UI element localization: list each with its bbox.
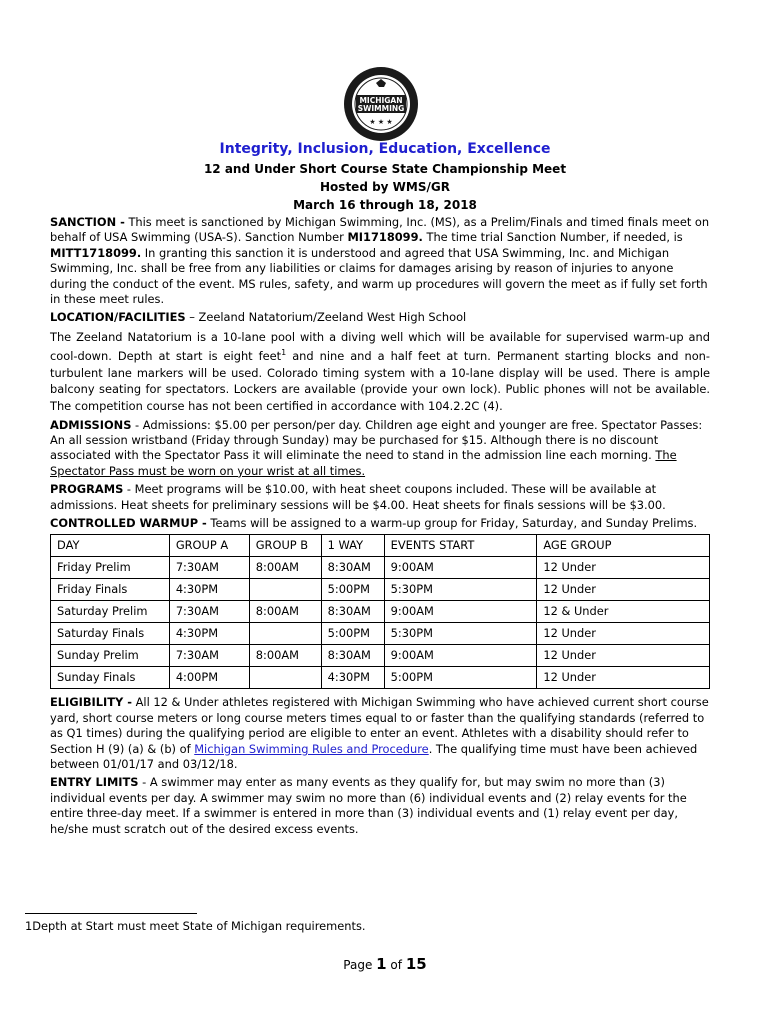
michigan-swimming-logo (343, 66, 419, 142)
location-text: – Zeeland Natatorium/Zeeland West High School (185, 310, 467, 325)
table-row (51, 645, 710, 667)
table-cell: 4:30PM (169, 623, 249, 645)
table-cell: Friday Finals (51, 579, 170, 601)
location-label: LOCATION/FACILITIES (50, 310, 186, 325)
entry-limits-text: - A swimmer may enter as many events as they qualify for, but may swim no more than (3) individual events per day. A swimmer may swim no more than (6) individual events and (2) relay events for the entire three-day meet. If a swimmer is entered in more than (3) individual events and (1) relay event per day, he/she must scratch out of the desired excess events. (50, 775, 687, 836)
programs-section (50, 482, 710, 513)
table-cell: 9:00AM (384, 557, 537, 579)
sanction-text-1: This meet is sanctioned by Michigan Swimming, Inc. (MS), as a Prelim/Finals and timed finals meet on behalf of USA Swimming (USA-S). Sanction Number (50, 215, 710, 245)
admissions-section (50, 418, 710, 480)
table-cell: 12 Under (537, 623, 710, 645)
footnote-divider (25, 913, 197, 914)
table-cell: 8:00AM (249, 557, 321, 579)
document-body (50, 215, 710, 840)
table-cell: 9:00AM (384, 601, 537, 623)
table-cell: 7:30AM (169, 601, 249, 623)
sanction-text-2: The time trial Sanction Number, if needed, is (422, 230, 683, 245)
location-desc-1: The Zeeland Natatorium is a 10-lane pool with a diving well which will be available for supervised warm-up and cool-down. Depth at start is eight feet (50, 329, 710, 364)
table-header-cell: AGE GROUP (537, 535, 710, 557)
table-header-cell: EVENTS START (384, 535, 537, 557)
location-heading (50, 310, 710, 325)
table-cell: 9:00AM (384, 645, 537, 667)
page-current: 1 (376, 955, 387, 973)
warmup-section (50, 516, 710, 531)
table-cell: 12 & Under (537, 601, 710, 623)
logo-text-line2: SWIMMING (357, 104, 405, 113)
table-row (51, 579, 710, 601)
page-total: 15 (405, 955, 427, 973)
meet-dates: March 16 through 18, 2018 (293, 198, 477, 212)
rules-procedure-link[interactable]: Michigan Swimming Rules and Procedure (194, 741, 429, 756)
logo-stars: ★ ★ ★ (369, 118, 393, 126)
warmup-label: CONTROLLED WARMUP - (50, 516, 207, 531)
eligibility-text-1: All 12 & Under athletes registered with Michigan Swimming who have achieved current short course yard, short course meters or long course meters times equal to or faster than the qualifying standards (referred to as Q1 times) during the qualifying period are eligible to enter an event. Athletes with a disability should refer to Section H (9) (a) & (b) of (50, 695, 709, 756)
entry-limits-section (50, 775, 710, 837)
sanction-text-3: In granting this sanction it is understood and agreed that USA Swimming, Inc. and Michigan Swimming, Inc. shall be free from any liabilities or claims for damages arising by reason of injuries to anyone during the conduct of the event. MS rules, safety, and warm up procedures will govern the meet as if fully set forth in these meet rules. (50, 245, 708, 307)
table-cell: 5:30PM (384, 623, 537, 645)
table-cell: 4:00PM (169, 667, 249, 689)
table-cell: 5:00PM (321, 579, 384, 601)
table-cell: 4:30PM (169, 579, 249, 601)
location-description (50, 329, 710, 415)
page-number (0, 955, 770, 973)
table-cell: 5:00PM (321, 623, 384, 645)
eligibility-label: ELIGIBILITY - (50, 695, 132, 710)
table-cell: 4:30PM (321, 667, 384, 689)
table-row (51, 601, 710, 623)
eligibility-text-2: . The qualifying time must have been achieved between 01/01/17 and 03/12/18. (50, 741, 698, 772)
table-cell: 7:30AM (169, 557, 249, 579)
table-cell: 12 Under (537, 579, 710, 601)
table-cell: Saturday Finals (51, 623, 170, 645)
warmup-table (50, 534, 710, 689)
footnote-ref: 1 (281, 348, 287, 358)
table-header-row (51, 535, 710, 557)
page-of: of (386, 958, 406, 972)
table-header-cell: GROUP A (169, 535, 249, 557)
footnote: 1Depth at Start must meet State of Michigan requirements. (25, 919, 366, 933)
eligibility-section (50, 695, 710, 772)
programs-label: PROGRAMS (50, 482, 124, 497)
sanction-section (50, 215, 710, 307)
table-cell: Saturday Prelim (51, 601, 170, 623)
table-cell: 8:00AM (249, 601, 321, 623)
page-prefix: Page (343, 958, 377, 972)
table-row (51, 667, 710, 689)
table-cell: Sunday Finals (51, 667, 170, 689)
table-cell: 8:30AM (321, 557, 384, 579)
table-cell: 12 Under (537, 557, 710, 579)
warmup-text: Teams will be assigned to a warm-up group for Friday, Saturday, and Sunday Prelims. (206, 516, 698, 531)
table-cell: 5:30PM (384, 579, 537, 601)
meet-title: 12 and Under Short Course State Championship Meet (203, 162, 567, 176)
programs-text: - Meet programs will be $10.00, with heat sheet coupons included. These will be available at admissions. Heat sheets for preliminary sessions will be $4.00. Heat sheets for finals sessions will be $3.00. (50, 482, 666, 512)
table-cell: 7:30AM (169, 645, 249, 667)
table-cell: 12 Under (537, 645, 710, 667)
table-cell: Friday Prelim (51, 557, 170, 579)
table-cell: 12 Under (537, 667, 710, 689)
table-cell: 8:30AM (321, 645, 384, 667)
table-header-cell: DAY (51, 535, 170, 557)
location-desc-2: and nine and a half feet at turn. Permanent starting blocks and non-turbulent lane markers will be used. Colorado timing system with a 10-lane display will be used. There is ample balcony seating for spectators. Lockers are available (provide your own lock). Public phones will not be available. The competition course has not been certified in accordance with 104.2.2C (4). (50, 349, 710, 414)
admissions-label: ADMISSIONS (50, 417, 132, 432)
time-trial-sanction-number: MITT1718099. (50, 245, 142, 260)
table-row (51, 557, 710, 579)
table-cell (249, 623, 321, 645)
table-cell: Sunday Prelim (51, 645, 170, 667)
sanction-label: SANCTION - (50, 215, 125, 229)
table-cell: 5:00PM (384, 667, 537, 689)
table-cell (249, 667, 321, 689)
logo-text-line1: MICHIGAN (359, 96, 403, 105)
table-cell (249, 579, 321, 601)
entry-limits-label: ENTRY LIMITS (50, 775, 139, 790)
meet-host: Hosted by WMS/GR (320, 180, 450, 194)
table-header-cell: GROUP B (249, 535, 321, 557)
table-cell: 8:30AM (321, 601, 384, 623)
admissions-text: - Admissions: $5.00 per person/per day. Children age eight and younger are free. Spectator Passes: An all session wristband (Friday through Sunday) may be purchased for $15. Although there is no discount associated with the Spectator Pass it will eliminate the need to stand in the admission line each morning. (50, 417, 703, 463)
motto: Integrity, Inclusion, Education, Excellence (219, 141, 551, 157)
table-row (51, 623, 710, 645)
spectator-pass-note: The Spectator Pass must be worn on your wrist at all times. (50, 448, 677, 478)
sanction-number: MI1718099. (347, 230, 423, 245)
table-cell: 8:00AM (249, 645, 321, 667)
table-header-cell: 1 WAY (321, 535, 384, 557)
